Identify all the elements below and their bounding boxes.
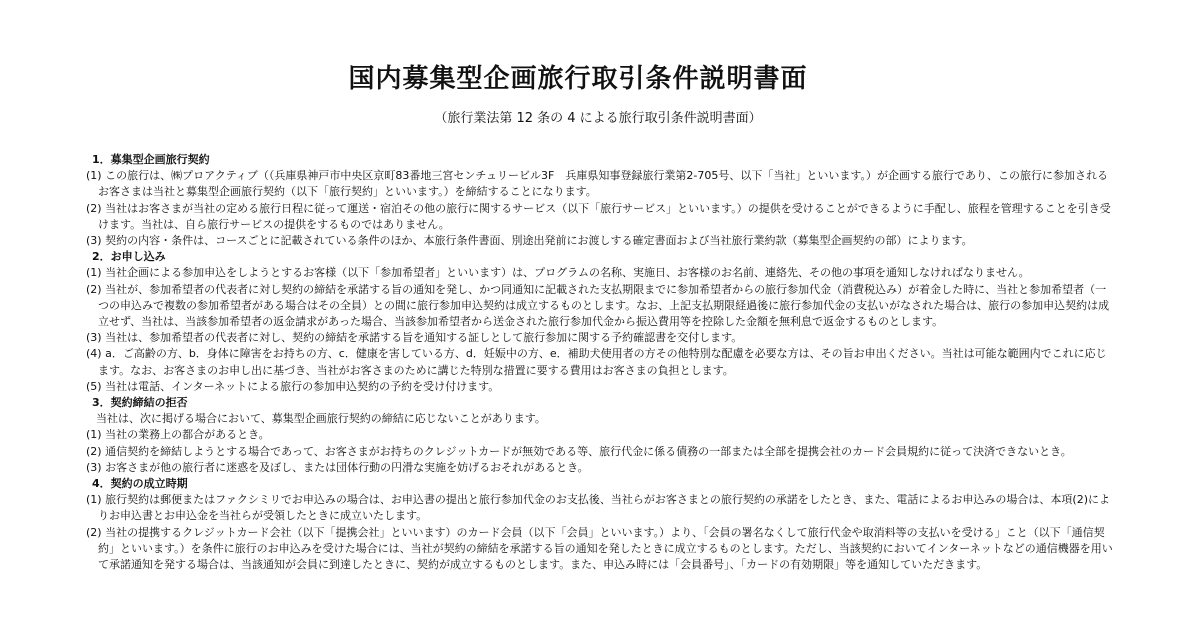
section-heading: 3．契約締結の拒否 [92,396,188,410]
document-subtitle: （旅行業法第 12 条の 4 による旅行取引条件説明書面） [434,111,762,126]
paragraph: (1) 旅行契約は郵便またはファクシミリでお申込みの場合は、お申込書の提出と旅行参加代金のお支払後、当社らがお客さまとの旅行契約の承諾をしたとき、また、電話によるお申込みの場合は、本項(2)によりお申込書とお申込金を当社らが受領したときに成立いたします。 [86,493,1110,523]
paragraph: (3) 当社は、参加希望者の代表者に対し、契約の締結を承諾する旨を通知する証しとして旅行参加に関する予約確認書を交付します。 [86,331,743,345]
paragraph: (2) 当社の提携するクレジットカード会社（以下「提携会社」といいます）のカード会員（以下「会員」といいます。）より、「会員の署名なくして旅行代金や取消料等の支払いを受ける」こと（以下「通信契約」といいます。）を条件に旅行のお申込みを受けた場合には、当社が契約の締結を承諾する旨の通知を発したときに成立するものとします。ただし、当該契約においてインターネットなどの通信機器を用いて承諾通知を発する場合は、当該通知が会員に到達したときに、契約が成立するものとします。また、申込み時には「会員番号」、「カードの有効期限」等を通知していただきます。 [86,525,1113,572]
section-heading: 4．契約の成立時期 [92,477,188,491]
paragraph: (2) 通信契約を締結しようとする場合であって、お客さまがお持ちのクレジットカードが無効である等、旅行代金に係る債務の一部または全部を提携会社のカード会員規約に従って決済できないとき。 [86,444,1072,458]
paragraph: (2) 当社はお客さまが当社の定める旅行日程に従って運送・宿泊その他の旅行に関するサービス（以下「旅行サービス」といいます。）の提供を受けることができるように手配し、旅程を管理することを引き受けます。当社は、自ら旅行サービスの提供をするものではありません。 [86,201,1111,231]
paragraph: (1) 当社企画による参加申込をしようとするお客様（以下「参加希望者」といいます）は、プログラムの名称、実施日、お客様のお名前、連絡先、その他の事項を通知しなければなりません。 [86,266,1030,280]
document-title: 国内募集型企画旅行取引条件説明書面 [348,64,808,94]
paragraph: (1) この旅行は、㈱プロアクティブ（（兵庫県神戸市中央区京町83番地三宮センチュリービル3F 兵庫県知事登録旅行業第2-705号、以下「当社」といいます。）が企画する旅行であり、この旅行に参加されるお客さまは当社と募集型企画旅行契約（以下「旅行契約」といいます。）を締結することになります。 [86,169,1108,199]
paragraph: (3) 契約の内容・条件は、コースごとに記載されている条件のほか、本旅行条件書面、別途出発前にお渡しする確定書面および当社旅行業約款（募集型企画契約の部）によります。 [86,234,973,248]
paragraph: (2) 当社が、参加希望者の代表者に対し契約の締結を承諾する旨の通知を発し、かつ同通知に記載された支払期限までに参加希望者からの旅行参加代金（消費税込み）が着金した時に、当社と参加希望者（一つの申込みで複数の参加希望者がある場合はその全員）との間に旅行参加申込契約は成立するものとします。なお、上記支払期限経過後に旅行参加代金の支払いがなされた場合は、旅行の参加申込契約は成立せず、当社は、当該参加希望者の返金請求があった場合、当該参加希望者から送金された旅行参加代金から振込費用等を控除した金額を無利息で返金するものとします。 [86,282,1110,329]
paragraph: (1) 当社の業務上の都合があるとき。 [86,428,270,442]
section-heading: 1．募集型企画旅行契約 [92,153,210,166]
section-intro: 当社は、次に掲げる場合において、募集型企画旅行契約の締結に応じないことがあります。 [96,412,546,426]
document-body [86,152,1116,573]
section-heading: 2．お申し込み [92,250,166,264]
paragraph: (5) 当社は電話、インターネットによる旅行の参加申込契約の予約を受け付けます。 [86,379,500,393]
paragraph: (3) お客さまが他の旅行者に迷惑を及ぼし、または団体行動の円滑な実施を妨げるおそれがあるとき。 [86,460,589,474]
paragraph: (4) a．ご高齢の方、b．身体に障害をお持ちの方、c．健康を害している方、d．妊娠中の方、e．補助犬使用者の方その他特別な配慮を必要な方は、その旨お申出ください。当社は可能な範囲内でこれに応じます。なお、お客さまのお申し出に基づき、当社がお客さまのために講じた特別な措置に要する費用はお客さまの負担とします。 [86,347,1107,377]
